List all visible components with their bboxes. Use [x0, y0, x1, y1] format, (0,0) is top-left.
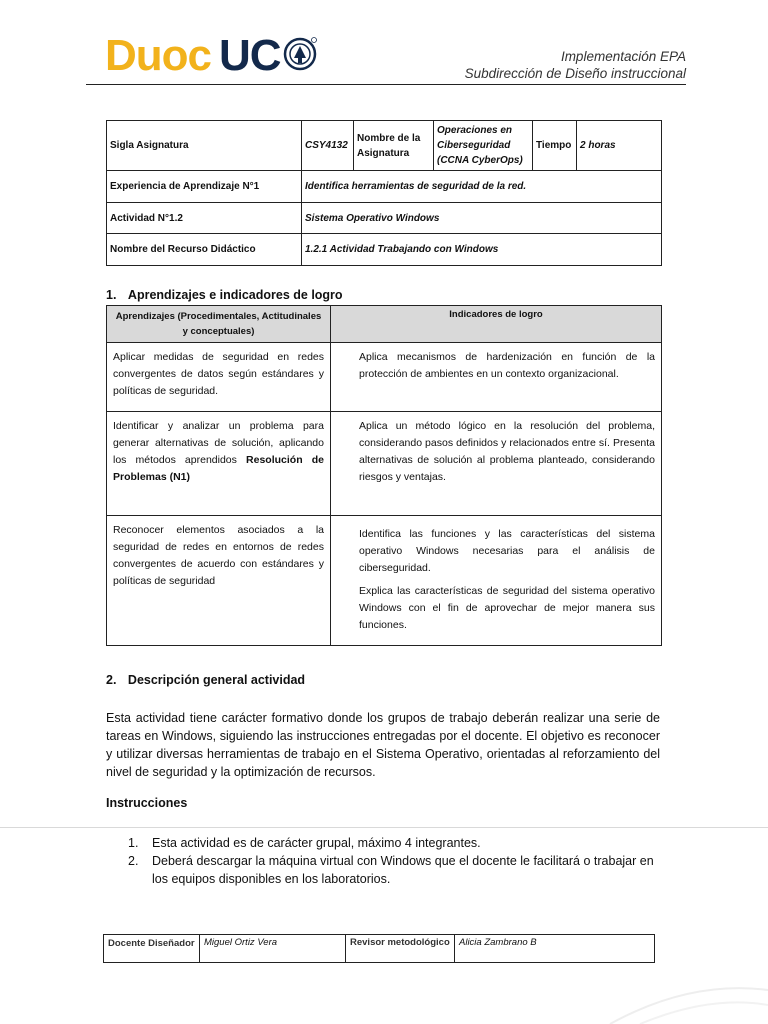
logo-uc-text: UC [219, 31, 281, 80]
logo-duoc-text: Duoc [105, 31, 211, 80]
table-row [107, 412, 662, 516]
table-row [107, 516, 662, 646]
learning-objectives-table [106, 305, 662, 646]
indicator-text-2: Presenta alternativas de solución al problema planteado, considerando riesgos y ventajas. [359, 437, 656, 483]
actividad-label: Actividad N°1.2 [107, 203, 302, 234]
indicator-item [337, 583, 655, 634]
list-item [128, 834, 660, 852]
aprendizaje-cell: Aplicar medidas de seguridad en redes convergentes de datos según estándares y políticas de seguridad. [107, 343, 331, 412]
aprendizaje-cell: Reconocer elementos asociados a la seguridad de redes en entornos de redes convergentes de acuerdo con estándares y políticas de seguridad [107, 516, 331, 646]
duoc-uc-logo [105, 30, 317, 82]
aprendizaje-bold-text: Resolución de Problemas (N1) [113, 454, 324, 483]
nombre-value: Operaciones en Ciberseguridad (CCNA CyberOps) [434, 121, 533, 171]
activity-description: Esta actividad tiene carácter formativo donde los grupos de trabajo deberán realizar una serie de tareas en Windows, siguiendo las instrucciones entregadas por el docente. El objetivo es reconocer y utilizar diversas herramientas de trabajo en el Sistema Operativo, orientadas al reforzamiento del nivel de seguridad y la optimización de recursos. [106, 711, 660, 779]
section1-number: 1. [106, 288, 117, 302]
sigla-value: CSY4132 [302, 121, 354, 171]
indicator-item [337, 349, 655, 383]
indicadores-cell [331, 516, 662, 646]
tiempo-label: Tiempo [533, 121, 577, 171]
footer-credits-table [103, 934, 655, 963]
list-item [128, 852, 660, 888]
list-text: Esta actividad es de carácter grupal, máximo 4 integrantes. [152, 836, 481, 850]
docente-label: Docente Diseñador [104, 935, 200, 963]
recurso-label: Nombre del Recurso Didáctico [107, 234, 302, 266]
indicator-item [337, 526, 655, 577]
section2-number: 2. [106, 673, 117, 687]
docente-value: Miguel Ortiz Vera [200, 935, 346, 963]
aprendizaje-text: Identificar y analizar un problema para generar alternativas de solución, aplicando los métodos aprendidos [113, 420, 324, 466]
instructions-title: Instrucciones [106, 796, 188, 810]
list-number: 2. [128, 854, 139, 868]
indicator-text [359, 418, 655, 486]
revisor-label: Revisor metodológico [346, 935, 455, 963]
section2-heading [106, 673, 305, 687]
tiempo-value: 2 horas [577, 121, 662, 171]
indicadores-cell [331, 412, 662, 516]
experiencia-value: Identifica herramientas de seguridad de la red. [302, 171, 662, 203]
bullet-icon [337, 418, 359, 452]
sigla-label: Sigla Asignatura [107, 121, 302, 171]
indicator-text: Aplica mecanismos de hardenización en función de la protección de ambientes en un contexto organizacional. [359, 351, 655, 380]
decorative-curves [600, 960, 768, 1024]
experiencia-label: Experiencia de Aprendizaje N°1 [107, 171, 302, 203]
indicator-text-1: Aplica un método lógico en la resolución del problema, considerando pasos definidos y relacionados entre sí. [359, 420, 655, 449]
instructions-list [128, 834, 660, 888]
indicator-text: Explica las características de seguridad del sistema operativo Windows con el fin de aprovechar de mejor manera sus funciones. [359, 585, 655, 631]
indicator-item [337, 418, 655, 486]
indicator-text: Identifica las funciones y las características del sistema operativo Windows necesarias para el análisis de ciberseguridad. [359, 528, 655, 574]
uc-seal-icon [283, 34, 317, 74]
recurso-value: 1.2.1 Actividad Trabajando con Windows [302, 234, 662, 266]
aprendizaje-cell [107, 412, 331, 516]
revisor-value: Alicia Zambrano B [455, 935, 655, 963]
section2-title: Descripción general actividad [127, 673, 306, 687]
header-line-2: Subdirección de Diseño instruccional [464, 66, 686, 81]
list-number: 1. [128, 836, 139, 850]
header-line-1: Implementación EPA [560, 49, 686, 64]
page-divider [0, 827, 768, 828]
col-aprendizajes-header: Aprendizajes (Procedimentales, Actitudinales y conceptuales) [107, 306, 331, 343]
section1-title: Aprendizajes e indicadores de logro [127, 288, 343, 302]
indicadores-cell [331, 343, 662, 412]
nombre-label: Nombre de la Asignatura [354, 121, 434, 171]
list-text: Deberá descargar la máquina virtual con Windows que el docente le facilitará o trabajar en los equipos disponibles en los laboratorios. [152, 854, 654, 886]
actividad-value: Sistema Operativo Windows [302, 203, 662, 234]
section1-heading [106, 288, 343, 302]
col-indicadores-header: Indicadores de logro [331, 306, 662, 343]
table-row [107, 343, 662, 412]
header-rule [86, 84, 686, 85]
course-info-table [106, 120, 662, 266]
